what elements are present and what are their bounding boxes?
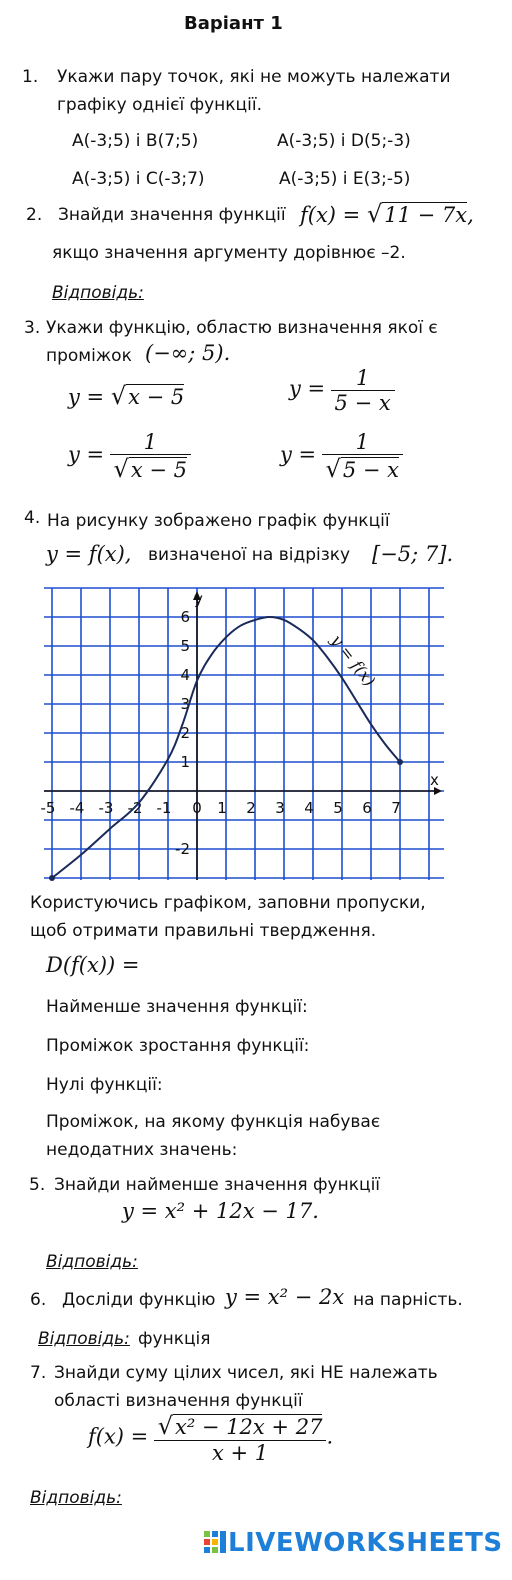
radicand: 5 − x	[342, 458, 399, 482]
q6-answer-text: функція	[138, 1329, 211, 1349]
y-tick-label: 6	[180, 608, 190, 626]
q7-fraction	[154, 1412, 327, 1465]
y-tick-label: -2	[175, 840, 190, 858]
q4-item-min-value[interactable]: Найменше значення функції:	[46, 997, 308, 1017]
q4-after-graph-line2: щоб отримати правильні твердження.	[30, 921, 377, 941]
q7-text-line2: області визначення функції	[54, 1391, 303, 1411]
x-tick-label: -1	[156, 799, 172, 817]
q1-text-line1: Укажи пару точок, які не можуть належати	[57, 67, 451, 87]
sqrt-sign: √	[325, 455, 341, 483]
q2-text-line1: Знайди значення функції	[58, 205, 286, 225]
x-tick-label: 7	[391, 799, 401, 817]
q7-func-left: f(x) =	[88, 1424, 149, 1449]
q2-func-radicand: 11 − 7x	[384, 203, 468, 227]
graph-tick-labels	[41, 590, 439, 858]
q3-option-d[interactable]	[280, 430, 403, 483]
fraction-numerator: 1	[355, 366, 370, 390]
q3-option-b-left: y =	[289, 376, 326, 401]
q2-func-left: f(x) =	[300, 203, 361, 227]
logo-square-yellow	[212, 1539, 218, 1545]
x-tick-label: -4	[69, 799, 85, 817]
q7-number: 7.	[30, 1363, 47, 1383]
y-tick-label: 4	[180, 666, 190, 684]
q4-number: 4.	[24, 508, 41, 528]
q6-text: Досліди функцію	[62, 1290, 216, 1310]
sqrt-sign: √	[113, 455, 129, 483]
q4-text-line1: На рисунку зображено графік функції	[47, 511, 390, 531]
radicand: x − 5	[130, 458, 187, 482]
y-tick-label: 2	[180, 724, 190, 742]
logo-square-red	[204, 1539, 210, 1545]
fraction-denominator	[110, 454, 191, 483]
x-tick-label: -3	[98, 799, 114, 817]
logo-bar	[220, 1531, 226, 1553]
x-axis-label: x	[430, 771, 439, 789]
logo-square-green	[204, 1531, 210, 1537]
liveworksheets-logo	[204, 1528, 503, 1558]
q7-text-line1: Знайди суму цілих чисел, які НЕ належать	[54, 1363, 438, 1383]
q3-option-c[interactable]	[68, 430, 191, 483]
x-tick-label: 3	[275, 799, 285, 817]
graph-axes	[44, 591, 442, 880]
q3-text-line1: Укажи функцію, областю визначення якої є	[46, 318, 438, 338]
fraction-denominator: 5 − x	[331, 390, 395, 415]
q6-text-after: на парність.	[353, 1290, 463, 1310]
q4-item-zeros[interactable]: Нулі функції:	[46, 1075, 163, 1095]
q3-text-line2: проміжок	[46, 346, 132, 366]
x-tick-label: -5	[40, 799, 56, 817]
x-tick-label: 0	[192, 799, 202, 817]
y-tick-label: 1	[180, 753, 190, 771]
q4-item-nonpositive-line2[interactable]: недодатних значень:	[46, 1140, 238, 1160]
logo-mark-icon	[204, 1529, 228, 1557]
q1-option-b[interactable]: A(-3;5) і D(5;-3)	[277, 131, 411, 151]
q2-func-comma: ,	[467, 203, 474, 227]
logo-square-green2	[212, 1547, 218, 1553]
q1-option-c[interactable]: A(-3;5) і C(-3;7)	[72, 169, 205, 189]
q7-function	[88, 1412, 333, 1465]
q4-after-graph-line1: Користуючись графіком, заповни пропуски,	[30, 893, 426, 913]
sqrt-sign: √	[366, 200, 383, 228]
q5-text: Знайди найменше значення функції	[54, 1175, 381, 1195]
fraction-numerator	[154, 1412, 327, 1440]
fraction-denominator: x + 1	[154, 1440, 327, 1465]
q1-option-d[interactable]: A(-3;5) і E(3;-5)	[279, 169, 411, 189]
q3-option-b-fraction	[331, 366, 395, 415]
q4-item-increasing[interactable]: Проміжок зростання функції:	[46, 1036, 310, 1056]
q2-answer-label[interactable]: Відповідь:	[52, 283, 144, 303]
y-tick-label: 5	[180, 637, 190, 655]
q6-number: 6.	[30, 1290, 47, 1310]
x-tick-label: 6	[362, 799, 372, 817]
q1-number: 1.	[22, 67, 39, 87]
q3-number: 3.	[24, 318, 41, 338]
q3-interval: (−∞; 5).	[145, 341, 231, 365]
q4-item-nonpositive-line1[interactable]: Проміжок, на якому функція набуває	[46, 1112, 381, 1132]
sqrt-sign: √	[157, 1412, 173, 1440]
q2-function	[300, 200, 474, 228]
curve-label: y = f(x)	[327, 630, 380, 690]
graph-grid	[44, 588, 444, 880]
curve-endpoint	[397, 759, 403, 765]
q3-option-d-fraction	[322, 430, 403, 483]
x-tick-label: 4	[304, 799, 314, 817]
q4-domain-expr[interactable]: D(f(x)) =	[46, 953, 140, 977]
logo-square-blue	[212, 1531, 218, 1537]
q1-option-a[interactable]: A(-3;5) і B(7;5)	[72, 131, 199, 151]
q3-option-a-left: y =	[68, 385, 105, 409]
page-title: Варіант 1	[184, 13, 283, 34]
q5-function: y = x² + 12x − 17.	[122, 1199, 319, 1223]
q3-option-c-fraction	[110, 430, 191, 483]
logo-text: LIVEWORKSHEETS	[228, 1528, 503, 1558]
q5-answer-label[interactable]: Відповідь:	[46, 1252, 138, 1272]
x-tick-label: 1	[217, 799, 227, 817]
logo-square-blue2	[204, 1547, 210, 1553]
radicand: x² − 12x + 27	[174, 1415, 323, 1439]
fraction-numerator: 1	[143, 430, 157, 454]
q5-number: 5.	[29, 1175, 46, 1195]
y-tick-label: 3	[180, 695, 190, 713]
q6-answer-label[interactable]: Відповідь:	[38, 1329, 130, 1349]
sqrt-sign: √	[110, 382, 127, 410]
fraction-numerator: 1	[355, 430, 369, 454]
x-tick-label: 2	[246, 799, 256, 817]
q3-option-a-radicand: x − 5	[128, 385, 185, 409]
x-tick-label: 5	[333, 799, 343, 817]
fraction-denominator	[322, 454, 403, 483]
q2-number: 2.	[26, 205, 43, 225]
curve-endpoint	[49, 875, 55, 881]
q3-option-c-left: y =	[68, 442, 105, 467]
q3-option-a[interactable]	[68, 382, 184, 410]
q7-period: .	[326, 1424, 334, 1449]
q6-function: y = x² − 2x	[225, 1285, 345, 1309]
q1-text-line2: графіку однієї функції.	[57, 95, 262, 115]
q7-answer-label[interactable]: Відповідь:	[30, 1488, 122, 1508]
q3-option-b[interactable]	[289, 366, 395, 415]
q4-function: y = f(x),	[46, 542, 132, 566]
q4-text-mid: визначеної на відрізку	[148, 545, 351, 565]
q3-option-d-left: y =	[280, 442, 317, 467]
function-graph	[40, 588, 444, 880]
x-tick-label: -2	[127, 799, 143, 817]
y-axis-label: y	[194, 590, 203, 608]
q4-segment: [−5; 7].	[372, 542, 454, 566]
q2-text-line2: якщо значення аргументу дорівнює –2.	[52, 243, 406, 263]
